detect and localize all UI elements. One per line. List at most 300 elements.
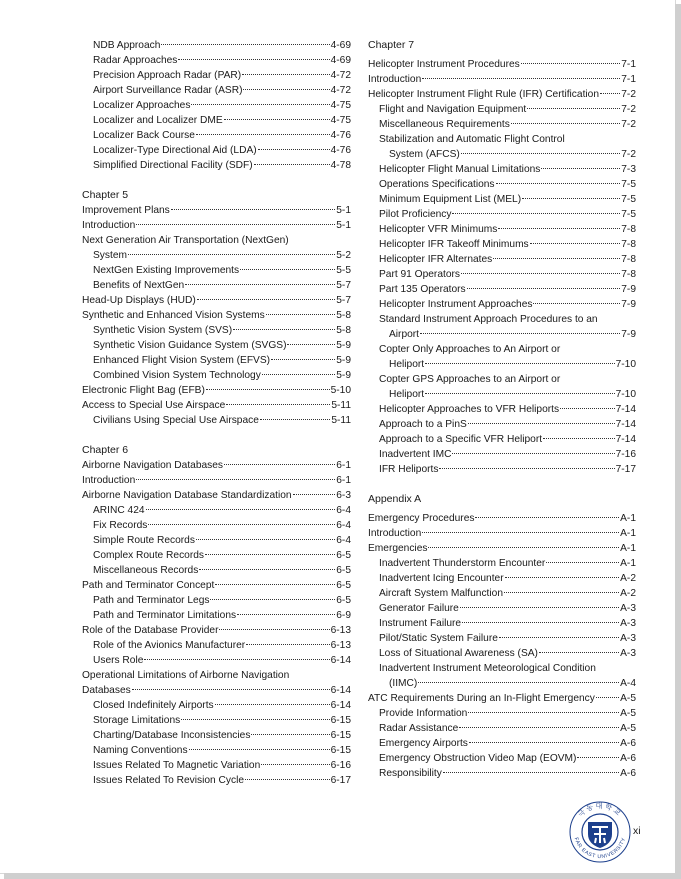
toc-entry[interactable] xyxy=(368,222,636,237)
dot-leader xyxy=(511,123,620,124)
toc-entry-line[interactable]: Stabilization and Automatic Flight Control xyxy=(379,134,565,145)
chapter-6-heading: Chapter 6 xyxy=(82,444,129,456)
toc-entry[interactable] xyxy=(82,458,351,473)
toc-entry[interactable] xyxy=(82,158,351,173)
toc-entry[interactable] xyxy=(82,653,351,668)
toc-entry-title: Approach to a PinS xyxy=(379,419,467,430)
toc-entry-page: 5-9 xyxy=(336,355,351,366)
dot-leader xyxy=(233,329,335,330)
dot-leader xyxy=(206,389,330,390)
toc-entry-page: A-2 xyxy=(620,573,636,584)
dot-leader xyxy=(418,682,619,683)
toc-entry[interactable] xyxy=(82,683,351,698)
toc-entry-page: A-6 xyxy=(620,738,636,749)
toc-entry-title: Responsibility xyxy=(379,768,442,779)
dot-leader xyxy=(499,637,619,638)
toc-entry-page: A-1 xyxy=(620,513,636,524)
dot-leader xyxy=(452,213,620,214)
toc-entry[interactable] xyxy=(82,68,351,83)
toc-entry-title: Helicopter VFR Minimums xyxy=(379,224,498,235)
toc-entry-page: 6-4 xyxy=(336,505,351,516)
toc-entry-title: Head-Up Displays (HUD) xyxy=(82,295,196,306)
toc-entry[interactable] xyxy=(368,721,636,736)
toc-entry-title: Helicopter Approaches to VFR Heliports xyxy=(379,404,560,415)
toc-entry[interactable] xyxy=(82,218,351,233)
toc-entry[interactable] xyxy=(82,518,351,533)
toc-entry-page: 5-7 xyxy=(336,295,351,306)
toc-entry-page: 6-4 xyxy=(336,520,351,531)
dot-leader xyxy=(245,779,330,780)
dot-leader xyxy=(541,168,620,169)
toc-entry-page: A-3 xyxy=(620,633,636,644)
toc-entry[interactable] xyxy=(368,631,636,646)
toc-entry-title: Synthetic and Enhanced Vision Systems xyxy=(82,310,265,321)
dot-leader xyxy=(287,344,335,345)
toc-entry[interactable] xyxy=(82,593,351,608)
dot-leader xyxy=(128,254,335,255)
dot-leader xyxy=(136,479,335,480)
toc-entry-page: A-6 xyxy=(620,753,636,764)
toc-entry-page: 6-9 xyxy=(336,610,351,621)
toc-entry[interactable] xyxy=(368,417,636,432)
toc-entry-title: Flight and Navigation Equipment xyxy=(379,104,527,115)
toc-entry-page: 7-5 xyxy=(621,194,636,205)
toc-entry-page: 4-75 xyxy=(330,100,351,111)
toc-entry[interactable] xyxy=(368,162,636,177)
toc-entry-page: 6-13 xyxy=(330,625,351,636)
toc-entry-page: 6-1 xyxy=(336,460,351,471)
toc-entry[interactable] xyxy=(368,447,636,462)
toc-entry[interactable] xyxy=(368,646,636,661)
dot-leader xyxy=(420,333,620,334)
dot-leader xyxy=(246,644,329,645)
toc-entry[interactable] xyxy=(368,691,636,706)
dot-leader xyxy=(428,547,619,548)
toc-entry[interactable] xyxy=(82,773,351,788)
dot-leader xyxy=(226,404,330,405)
toc-entry-title: Miscellaneous Records xyxy=(93,565,199,576)
toc-entry[interactable] xyxy=(368,57,636,72)
toc-entry[interactable] xyxy=(82,608,351,623)
dot-leader xyxy=(215,704,330,705)
toc-entry-page: 4-72 xyxy=(330,85,351,96)
toc-entry[interactable] xyxy=(82,98,351,113)
toc-entry[interactable] xyxy=(82,143,351,158)
toc-entry[interactable] xyxy=(368,541,636,556)
toc-entry[interactable] xyxy=(82,728,351,743)
toc-entry-page: A-1 xyxy=(620,558,636,569)
toc-entry[interactable] xyxy=(82,38,351,53)
toc-entry-title: Generator Failure xyxy=(379,603,459,614)
toc-entry-page: 7-1 xyxy=(621,59,636,70)
chapter-7-heading: Chapter 7 xyxy=(368,39,415,51)
dot-leader xyxy=(237,614,335,615)
toc-entry-title: Databases xyxy=(82,685,131,696)
toc-entry-page: 6-5 xyxy=(336,580,351,591)
toc-entry-page: 4-69 xyxy=(330,55,351,66)
toc-entry[interactable] xyxy=(368,207,636,222)
dot-leader xyxy=(251,734,329,735)
toc-entry[interactable] xyxy=(368,387,636,402)
toc-entry-page: A-5 xyxy=(620,693,636,704)
dot-leader xyxy=(546,562,619,563)
toc-entry-page: 4-78 xyxy=(330,160,351,171)
toc-entry-title: ARINC 424 xyxy=(93,505,145,516)
toc-entry[interactable] xyxy=(368,402,636,417)
toc-entry[interactable] xyxy=(82,248,351,263)
toc-entry[interactable] xyxy=(82,503,351,518)
dot-leader xyxy=(148,524,335,525)
toc-entry-page: 4-76 xyxy=(330,130,351,141)
toc-entry-title: Simple Route Records xyxy=(93,535,195,546)
toc-entry[interactable] xyxy=(82,368,351,383)
toc-entry-title: Synthetic Vision Guidance System (SVGS) xyxy=(93,340,287,351)
toc-entry-title: Localizer Back Course xyxy=(93,130,195,141)
toc-entry-title: Airport Surveillance Radar (ASR) xyxy=(93,85,243,96)
toc-entry[interactable] xyxy=(368,237,636,252)
toc-entry-page: 6-14 xyxy=(330,700,351,711)
toc-entry[interactable] xyxy=(82,278,351,293)
toc-entry-title: Simplified Directional Facility (SDF) xyxy=(93,160,253,171)
toc-entry-title: Helicopter Flight Manual Limitations xyxy=(379,164,541,175)
toc-entry-page: 5-2 xyxy=(336,250,351,261)
toc-entry[interactable] xyxy=(368,511,636,526)
toc-entry[interactable] xyxy=(82,563,351,578)
dot-leader xyxy=(443,772,619,773)
toc-entry-page: 7-2 xyxy=(621,89,636,100)
toc-entry-title: Role of the Database Provider xyxy=(82,625,219,636)
toc-entry[interactable] xyxy=(82,53,351,68)
dot-leader xyxy=(505,577,620,578)
dot-leader xyxy=(475,517,619,518)
toc-entry[interactable] xyxy=(368,462,636,477)
dot-leader xyxy=(468,712,619,713)
toc-entry-title: Civilians Using Special Use Airspace xyxy=(93,415,259,426)
toc-entry[interactable] xyxy=(368,117,636,132)
toc-entry-title: Closed Indefinitely Airports xyxy=(93,700,214,711)
toc-entry-page: 7-14 xyxy=(615,404,636,415)
toc-entry[interactable] xyxy=(82,323,351,338)
dot-leader xyxy=(260,419,330,420)
toc-entry[interactable] xyxy=(368,327,636,342)
dot-leader xyxy=(196,134,330,135)
toc-entry-page: 6-16 xyxy=(330,760,351,771)
toc-entry[interactable] xyxy=(82,128,351,143)
toc-entry[interactable] xyxy=(368,282,636,297)
toc-entry-title: Pilot Proficiency xyxy=(379,209,452,220)
dot-leader xyxy=(136,224,335,225)
toc-entry[interactable] xyxy=(82,413,351,428)
toc-entry-page: 6-15 xyxy=(330,730,351,741)
toc-entry[interactable] xyxy=(82,113,351,128)
toc-entry-page: 7-3 xyxy=(621,164,636,175)
toc-entry-page: 7-1 xyxy=(621,74,636,85)
toc-entry-page: 7-17 xyxy=(615,464,636,475)
toc-entry-title: Localizer and Localizer DME xyxy=(93,115,223,126)
toc-entry-title: Emergency Airports xyxy=(379,738,468,749)
toc-entry[interactable] xyxy=(368,357,636,372)
toc-entry-title: Charting/Database Inconsistencies xyxy=(93,730,251,741)
toc-entry-title: Miscellaneous Requirements xyxy=(379,119,510,130)
toc-entry[interactable] xyxy=(82,713,351,728)
dot-leader xyxy=(146,509,336,510)
toc-entry-title: Part 135 Operators xyxy=(379,284,466,295)
toc-entry-title: Inadvertent Thunderstorm Encounter xyxy=(379,558,546,569)
dot-leader xyxy=(560,408,615,409)
toc-entry-page: 6-14 xyxy=(330,685,351,696)
page-number: xi xyxy=(633,825,641,837)
toc-entry-page: 7-10 xyxy=(615,359,636,370)
toc-entry[interactable] xyxy=(368,267,636,282)
toc-entry-page: 7-2 xyxy=(621,104,636,115)
toc-entry-title: Airborne Navigation Database Standardization xyxy=(82,490,292,501)
toc-entry-line[interactable]: Copter Only Approaches to An Airport or xyxy=(379,344,561,355)
dot-leader xyxy=(210,599,335,600)
toc-entry-title: NDB Approach xyxy=(93,40,161,51)
toc-entry-line[interactable]: Copter GPS Approaches to an Airport or xyxy=(379,374,561,385)
toc-entry-page: 7-14 xyxy=(615,434,636,445)
dot-leader xyxy=(422,532,619,533)
toc-entry-title: Benefits of NextGen xyxy=(93,280,185,291)
toc-entry-page: 5-8 xyxy=(336,310,351,321)
svg-text:극동대학교: 극동대학교 xyxy=(576,802,624,819)
toc-entry-page: 7-9 xyxy=(621,299,636,310)
toc-entry-title: Operations Specifications xyxy=(379,179,495,190)
toc-entry-title: Instrument Failure xyxy=(379,618,462,629)
toc-entry-page: 5-9 xyxy=(336,370,351,381)
dot-leader xyxy=(600,93,620,94)
dot-leader xyxy=(161,44,329,45)
dot-leader xyxy=(452,453,614,454)
toc-entry[interactable] xyxy=(82,263,351,278)
dot-leader xyxy=(262,374,335,375)
toc-entry-title: Emergency Obstruction Video Map (EOVM) xyxy=(379,753,577,764)
toc-entry-page: 6-5 xyxy=(336,565,351,576)
toc-entry[interactable] xyxy=(368,72,636,87)
dot-leader xyxy=(196,539,335,540)
toc-entry-page: 4-72 xyxy=(330,70,351,81)
toc-entry-page: 6-14 xyxy=(330,655,351,666)
toc-entry-title: Electronic Flight Bag (EFB) xyxy=(82,385,205,396)
dot-leader xyxy=(261,764,329,765)
dot-leader xyxy=(205,554,335,555)
toc-entry-page: A-3 xyxy=(620,603,636,614)
section-spacer xyxy=(368,477,636,492)
toc-entry-page: A-1 xyxy=(620,543,636,554)
toc-entry[interactable] xyxy=(368,736,636,751)
toc-entry[interactable] xyxy=(82,353,351,368)
toc-entry-title: Heliport xyxy=(389,389,425,400)
toc-entry-title: Path and Terminator Limitations xyxy=(93,610,237,621)
toc-entry[interactable] xyxy=(82,383,351,398)
toc-entry[interactable] xyxy=(82,638,351,653)
toc-entry-page: A-3 xyxy=(620,648,636,659)
dot-leader xyxy=(219,629,329,630)
toc-entry-title: Improvement Plans xyxy=(82,205,170,216)
toc-entry[interactable] xyxy=(82,473,351,488)
toc-entry[interactable] xyxy=(368,252,636,267)
toc-entry-page: 6-15 xyxy=(330,745,351,756)
dot-leader xyxy=(543,438,615,439)
toc-entry-line[interactable]: Standard Instrument Approach Procedures to an xyxy=(379,314,598,325)
dot-leader xyxy=(496,183,621,184)
toc-entry-title: Localizer Approaches xyxy=(93,100,191,111)
toc-entry[interactable] xyxy=(82,743,351,758)
toc-entry-page: 7-5 xyxy=(621,209,636,220)
dot-leader xyxy=(171,209,336,210)
toc-entry-page: 7-14 xyxy=(615,419,636,430)
toc-entry[interactable] xyxy=(82,578,351,593)
dot-leader xyxy=(539,652,619,653)
dot-leader xyxy=(461,153,621,154)
toc-entry[interactable] xyxy=(368,526,636,541)
toc-entry[interactable] xyxy=(368,706,636,721)
toc-entry-title: Introduction xyxy=(368,528,422,539)
toc-entry-title: ATC Requirements During an In-Flight Emergency xyxy=(368,693,595,704)
toc-entry[interactable] xyxy=(82,398,351,413)
toc-entry-title: Loss of Situational Awareness (SA) xyxy=(379,648,538,659)
toc-entry[interactable] xyxy=(82,698,351,713)
toc-entry-title: Role of the Avionics Manufacturer xyxy=(93,640,246,651)
toc-entry[interactable] xyxy=(82,338,351,353)
dot-leader xyxy=(498,228,620,229)
dot-leader xyxy=(439,468,614,469)
toc-entry-title: Introduction xyxy=(82,475,136,486)
toc-entry-line[interactable]: Operational Limitations of Airborne Navigation xyxy=(82,670,290,681)
dot-leader xyxy=(242,74,329,75)
toc-entry-title: Radar Assistance xyxy=(379,723,459,734)
toc-entry-page: 5-7 xyxy=(336,280,351,291)
dot-leader xyxy=(293,494,336,495)
toc-entry[interactable] xyxy=(82,83,351,98)
toc-entry[interactable] xyxy=(82,293,351,308)
toc-entry[interactable] xyxy=(368,297,636,312)
dot-leader xyxy=(215,584,335,585)
section-spacer xyxy=(82,428,351,443)
toc-entry[interactable] xyxy=(368,586,636,601)
toc-entry-title: Enhanced Flight Vision System (EFVS) xyxy=(93,355,271,366)
toc-entry-title: IFR Heliports xyxy=(379,464,439,475)
toc-entry[interactable] xyxy=(368,87,636,102)
toc-entry-page: 7-2 xyxy=(621,149,636,160)
chapter-5-heading: Chapter 5 xyxy=(82,189,129,201)
toc-entry-line[interactable]: Inadvertent Instrument Meteorological Condition xyxy=(379,663,596,674)
toc-entry-title: Heliport xyxy=(389,359,425,370)
toc-entry[interactable] xyxy=(368,751,636,766)
dot-leader xyxy=(461,273,620,274)
toc-entry-page: 6-15 xyxy=(330,715,351,726)
toc-entry[interactable] xyxy=(368,192,636,207)
toc-entry[interactable] xyxy=(368,556,636,571)
toc-entry[interactable] xyxy=(82,548,351,563)
toc-entry[interactable] xyxy=(82,488,351,503)
toc-entry[interactable] xyxy=(82,308,351,323)
section-spacer xyxy=(82,173,351,188)
toc-right-column xyxy=(368,38,636,781)
toc-entry[interactable] xyxy=(368,766,636,781)
toc-entry-title: Emergencies xyxy=(368,543,428,554)
toc-entry-page: 6-4 xyxy=(336,535,351,546)
dot-leader xyxy=(527,108,620,109)
toc-entry-page: 5-9 xyxy=(336,340,351,351)
toc-entry-page: 7-9 xyxy=(621,329,636,340)
toc-entry-title: Localizer-Type Directional Aid (LDA) xyxy=(93,145,257,156)
toc-entry[interactable] xyxy=(82,758,351,773)
toc-entry-page: 5-1 xyxy=(336,220,351,231)
toc-entry-title: Users Role xyxy=(93,655,144,666)
toc-entry[interactable] xyxy=(368,571,636,586)
toc-entry-title: Helicopter Instrument Procedures xyxy=(368,59,520,70)
dot-leader xyxy=(530,243,621,244)
toc-entry[interactable] xyxy=(368,177,636,192)
toc-entry-page: 6-1 xyxy=(336,475,351,486)
dot-leader xyxy=(522,198,620,199)
dot-leader xyxy=(469,742,619,743)
toc-entry-page: 5-11 xyxy=(331,415,351,426)
dot-leader xyxy=(199,569,335,570)
toc-entry-line[interactable]: Next Generation Air Transportation (NextGen) xyxy=(82,235,289,246)
toc-entry-title: Inadvertent IMC xyxy=(379,449,452,460)
toc-entry-title: Precision Approach Radar (PAR) xyxy=(93,70,242,81)
toc-entry-title: System xyxy=(93,250,127,261)
dot-leader xyxy=(460,607,619,608)
toc-entry[interactable] xyxy=(82,203,351,218)
toc-entry-page: A-2 xyxy=(620,588,636,599)
toc-entry[interactable] xyxy=(368,616,636,631)
toc-entry[interactable] xyxy=(368,432,636,447)
dot-leader xyxy=(577,757,619,758)
toc-entry[interactable] xyxy=(82,623,351,638)
toc-entry-title: Minimum Equipment List (MEL) xyxy=(379,194,522,205)
toc-entry-page: 5-10 xyxy=(330,385,351,396)
toc-entry[interactable] xyxy=(368,676,636,691)
toc-entry-title: Aircraft System Malfunction xyxy=(379,588,503,599)
dot-leader xyxy=(224,464,335,465)
toc-entry-page: 5-1 xyxy=(336,205,351,216)
dot-leader xyxy=(462,622,619,623)
dot-leader xyxy=(181,719,329,720)
toc-entry-page: A-5 xyxy=(620,708,636,719)
toc-entry-title: Fix Records xyxy=(93,520,148,531)
toc-entry-page: 5-8 xyxy=(336,325,351,336)
dot-leader xyxy=(197,299,335,300)
toc-entry-page: A-1 xyxy=(620,528,636,539)
toc-entry-title: Path and Terminator Legs xyxy=(93,595,210,606)
toc-entry-page: A-4 xyxy=(620,678,636,689)
dot-leader xyxy=(185,284,335,285)
dot-leader xyxy=(467,288,621,289)
toc-entry-page: 6-13 xyxy=(330,640,351,651)
toc-entry-title: Helicopter IFR Alternates xyxy=(379,254,493,265)
dot-leader xyxy=(254,164,330,165)
toc-entry[interactable] xyxy=(368,601,636,616)
toc-entry-page: 7-16 xyxy=(615,449,636,460)
toc-entry-title: Emergency Procedures xyxy=(368,513,475,524)
toc-entry-page: 5-11 xyxy=(331,400,351,411)
dot-leader xyxy=(258,149,330,150)
toc-entry[interactable] xyxy=(368,147,636,162)
toc-entry-page: 7-5 xyxy=(621,179,636,190)
toc-entry-title: Pilot/Static System Failure xyxy=(379,633,498,644)
toc-entry-title: Helicopter IFR Takeoff Minimums xyxy=(379,239,529,250)
toc-entry[interactable] xyxy=(82,533,351,548)
dot-leader xyxy=(178,59,329,60)
toc-entry-page: 4-69 xyxy=(330,40,351,51)
toc-entry-title: Path and Terminator Concept xyxy=(82,580,215,591)
toc-entry[interactable] xyxy=(368,102,636,117)
dot-leader xyxy=(493,258,620,259)
toc-entry-title: NextGen Existing Improvements xyxy=(93,265,240,276)
